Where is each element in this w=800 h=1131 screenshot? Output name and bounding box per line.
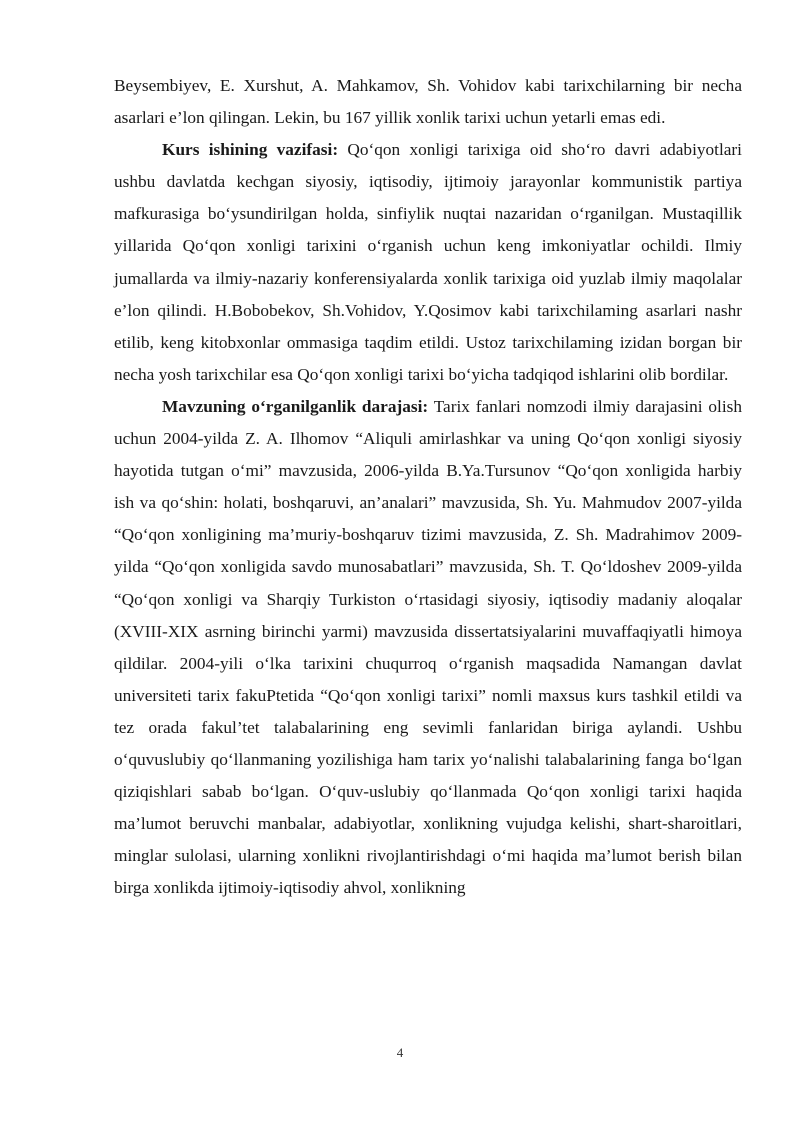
paragraph-heading: Mavzuning o‘rganilganlik darajasi: (162, 396, 429, 416)
paragraph-text: Tarix fanlari nomzodi ilmiy darajasini olish uchun 2004-yilda Z. A. Ilhomov “Aliquli amirlashkar va uning Qo‘qon xonligi siyosiy hayotida tutgan o‘mi” mavzusida, 2006-yilda B.Ya.Tursunov “Qo‘qon xonligida harbiy ish va qo‘shin: holati, boshqaruvi, an’analari” mavzusida, Sh. Yu. Mahmudov 2007-yilda “Qo‘qon xonligining ma’muriy-boshqaruv tizimi mavzusida, Z. Sh. Madrahimov 2009-yilda “Qo‘qon xonligida savdo munosabatlari” mavzusida, Sh. T. Qo‘ldoshev 2009-yilda “Qo‘qon xonligi va Sharqiy Turkiston o‘rtasidagi siyosiy, iqtisodiy madaniy aloqalar (XVIII-XIX asrning birinchi yarmi) mavzusida dissertatsiyalarini muvaffaqiyatli himoya qildilar. 2004-yili o‘lka tarixini chuqurroq o‘rganish maqsadida Namangan davlat universiteti tarix fakuPtetida “Qo‘qon xonligi tarixi” nomli maxsus kurs tashkil etildi va tez orada fakul’tet talabalarining eng sevimli fanlaridan biriga aylandi. Ushbu o‘quvuslubiy qo‘llanmaning yozilishiga ham tarix yo‘nalishi talabalarining fanga bo‘lgan qiziqishlari sabab bo‘lgan. O‘quv-uslubiy qo‘llanmada Qo‘qon xonligi tarixi haqida ma’lumot beruvchi manbalar, adabiyotlar, xonlikning vujudga kelishi, shart-sharoitlari, minglar sulolasi, ularning xonlikni rivojlantirishdagi o‘mi haqida ma’lumot berish bilan birga xonlikda ijtimoiy-iqtisodiy ahvol, xonlikning (114, 396, 742, 898)
paragraph-study-level (114, 391, 742, 905)
paragraph-continuation (114, 70, 742, 134)
paragraph-heading: Kurs ishining vazifasi: (162, 140, 339, 160)
paragraph-course-tasks (114, 134, 742, 391)
page-number: 4 (396, 1045, 404, 1060)
paragraph-text: Qo‘qon xonligi tarixiga oid sho‘ro davri adabiyotlari ushbu davlatda kechgan siyosiy, iqtisodiy, ijtimoiy jarayonlar kommunistik partiya mafkurasiga bo‘ysundirilgan holda, sinfiylik nuqtai nazaridan o‘rganilgan. Mustaqillik yillarida Qo‘qon xonligi tarixini o‘rganish uchun keng imkoniyatlar ochildi. Ilmiy jumallarda va ilmiy-nazariy konferensiyalarda xonlik tarixiga oid yuzlab ilmiy maqolalar e’lon qilindi. H.Bobobekov, Sh.Vohidov, Y.Qosimov kabi tarixchilaming asarlari nashr etilib, keng kitobxonlar ommasiga taqdim etildi. Ustoz tarixchilaming izidan borgan bir necha yosh tarixchilar esa Qo‘qon xonligi tarixi bo‘yicha tadqiqod ishlarini olib bordilar. (114, 140, 742, 384)
document-page (114, 70, 742, 904)
paragraph-text: Beysembiyev, E. Xurshut, A. Mahkamov, Sh. Vohidov kabi tarixchilarning bir necha asarlari e’lon qilingan. Lekin, bu 167 yillik xonlik tarixi uchun yetarli emas edi. (114, 76, 742, 128)
